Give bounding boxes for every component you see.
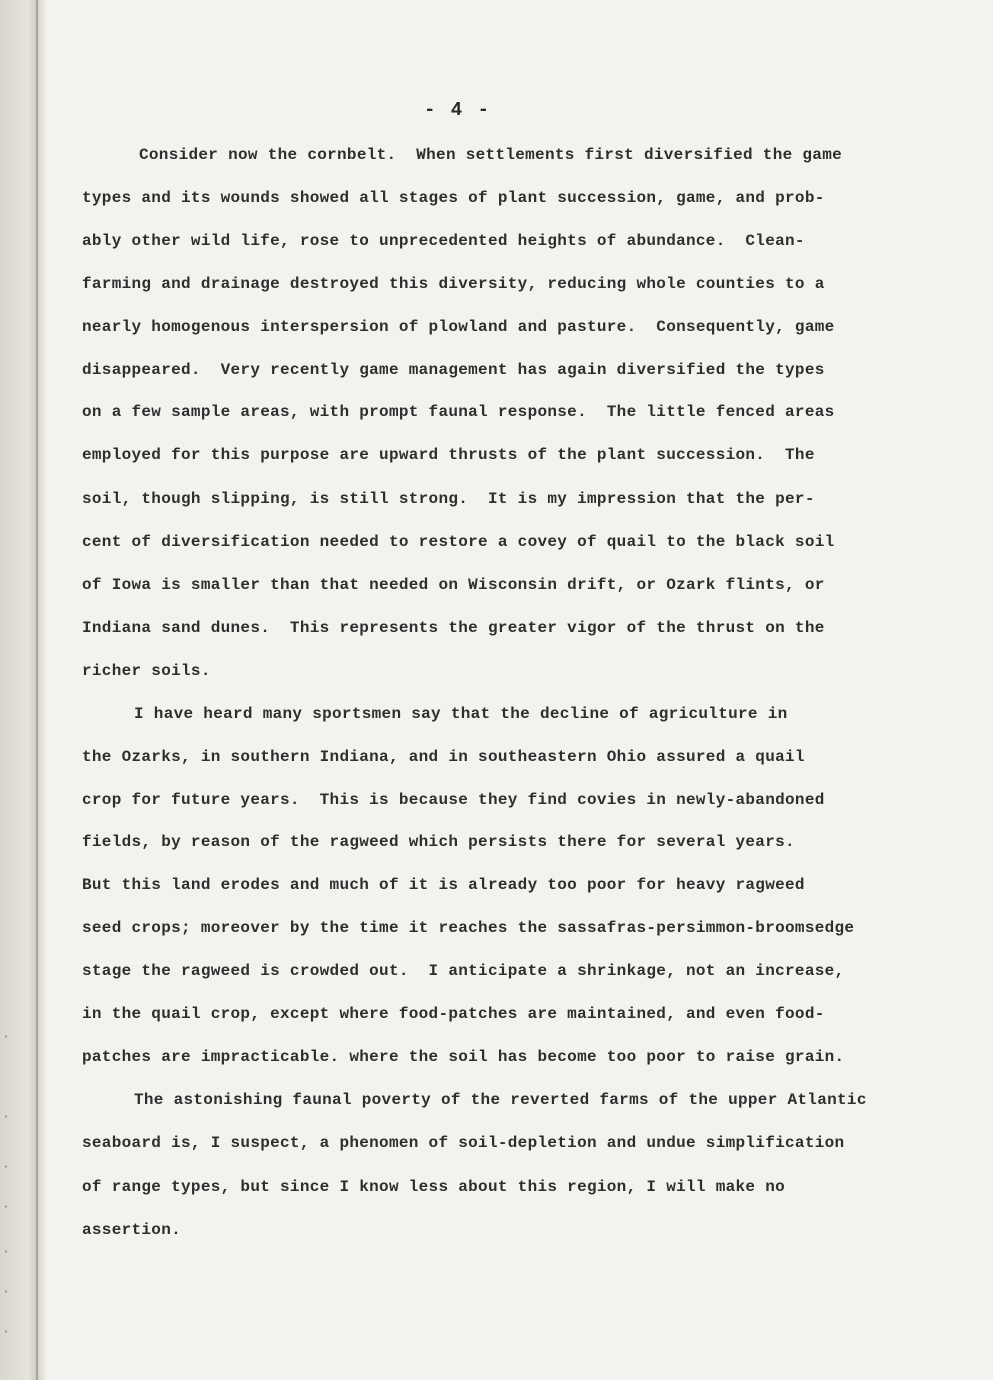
text-line: Indiana sand dunes. This represents the greater vigor of the thrust on the: [82, 619, 825, 637]
text-line: disappeared. Very recently game management has again diversified the types: [82, 361, 825, 379]
text-line: farming and drainage destroyed this diversity, reducing whole counties to a: [82, 275, 825, 293]
text-line: ably other wild life, rose to unprecedented heights of abundance. Clean-: [82, 232, 805, 250]
margin-bleed-mark: ·: [2, 1110, 10, 1125]
text-line: fields, by reason of the ragweed which persists there for several years.: [82, 833, 795, 851]
text-line: crop for future years. This is because they find covies in newly-abandoned: [82, 791, 825, 809]
text-line: patches are impracticable. where the soil has become too poor to raise grain.: [82, 1048, 845, 1066]
page-number: - 4 -: [424, 99, 492, 121]
margin-bleed-mark: ·: [2, 1030, 10, 1045]
text-line: soil, though slipping, is still strong. It is my impression that the per-: [82, 490, 815, 508]
text-line: richer soils.: [82, 662, 211, 680]
text-line: nearly homogenous interspersion of plowland and pasture. Consequently, game: [82, 318, 835, 336]
text-line: employed for this purpose are upward thrusts of the plant succession. The: [82, 446, 815, 464]
text-line: of range types, but since I know less about this region, I will make no: [82, 1178, 786, 1196]
text-line: The astonishing faunal poverty of the reverted farms of the upper Atlantic: [134, 1091, 867, 1109]
binding-fold-line: [36, 0, 38, 1380]
text-line: in the quail crop, except where food-patches are maintained, and even food-: [82, 1005, 825, 1023]
text-line: Consider now the cornbelt. When settlements first diversified the game: [139, 146, 843, 164]
text-line: seaboard is, I suspect, a phenomen of soil-depletion and undue simplification: [82, 1134, 845, 1152]
text-line: the Ozarks, in southern Indiana, and in southeastern Ohio assured a quail: [82, 748, 805, 766]
text-line: types and its wounds showed all stages of plant succession, game, and prob-: [82, 189, 825, 207]
margin-bleed-mark: ·: [2, 1160, 10, 1175]
text-line: cent of diversification needed to restore a covey of quail to the black soil: [82, 533, 835, 551]
margin-bleed-mark: ·: [2, 1245, 10, 1260]
text-line: I have heard many sportsmen say that the decline of agriculture in: [134, 705, 788, 723]
margin-bleed-mark: ·: [2, 1200, 10, 1215]
text-line: of Iowa is smaller than that needed on Wisconsin drift, or Ozark flints, or: [82, 576, 825, 594]
text-line: assertion.: [82, 1221, 182, 1239]
margin-bleed-mark: ·: [2, 1325, 10, 1340]
text-line: seed crops; moreover by the time it reaches the sassafras-persimmon-broomsedge: [82, 919, 855, 937]
margin-bleed-mark: ·: [2, 1285, 10, 1300]
text-line: stage the ragweed is crowded out. I anticipate a shrinkage, not an increase,: [82, 962, 845, 980]
text-line: But this land erodes and much of it is already too poor for heavy ragweed: [82, 876, 805, 894]
text-line: on a few sample areas, with prompt faunal response. The little fenced areas: [82, 403, 835, 421]
